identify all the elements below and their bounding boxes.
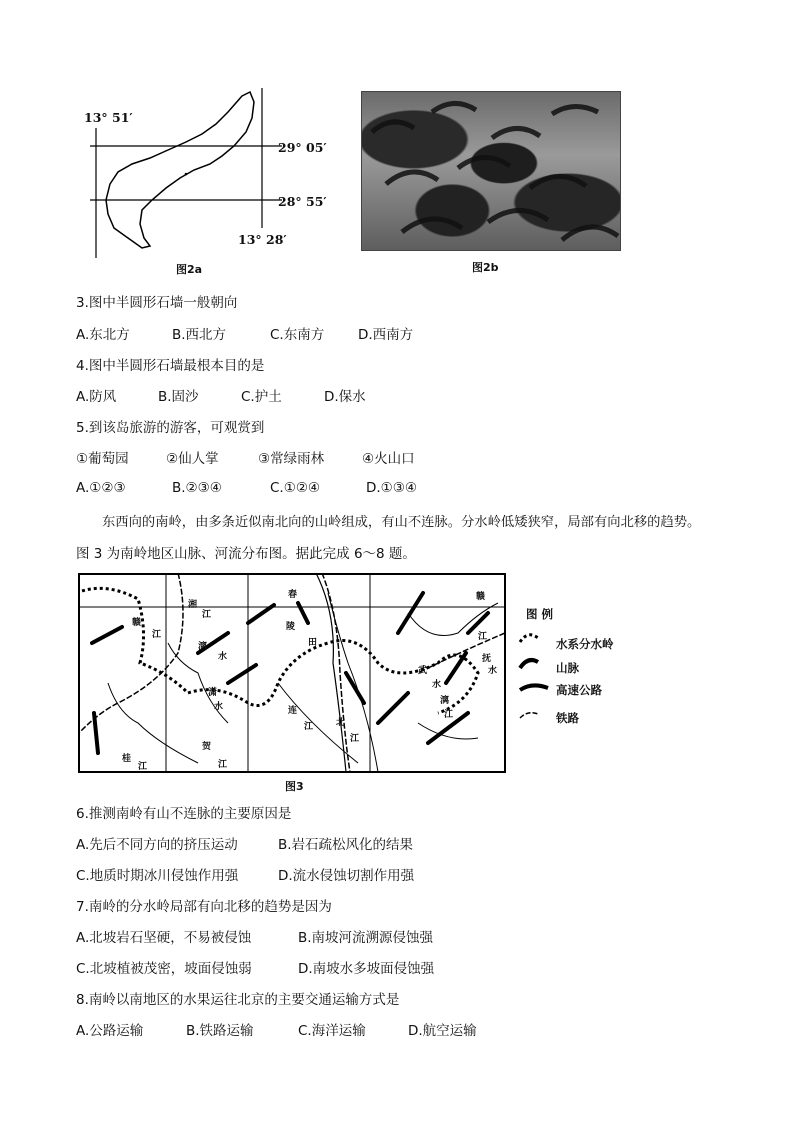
question-7-stem: 7.南岭的分水岭局部有向北移的趋势是因为 <box>76 899 332 915</box>
q4-option-a: A.防风 <box>76 389 117 405</box>
question-3-stem: 3.图中半圆形石墙一般朝向 <box>76 295 238 311</box>
q6-option-a: A.先后不同方向的挤压运动 <box>76 837 238 853</box>
legend-item-railway: 铁路 <box>556 711 579 725</box>
legend-railway-symbol <box>520 713 538 718</box>
q8-option-c: C.海洋运输 <box>298 1023 366 1039</box>
map-label-21: 水 <box>432 680 442 690</box>
q4-option-d: D.保水 <box>324 389 366 405</box>
map-label-18: 贺 <box>202 742 212 752</box>
q7-option-c: C.北坡植被茂密，坡面侵蚀弱 <box>76 961 252 977</box>
map-label-17: 江 <box>138 762 148 772</box>
map-label-7: 潇 <box>208 688 218 698</box>
map-label-27: 江 <box>444 710 454 720</box>
map-label-11: 田 <box>308 638 318 648</box>
q5-item-3: ③常绿雨林 <box>258 451 325 467</box>
q8-option-a: A.公路运输 <box>76 1023 144 1039</box>
legend-title: 图 例 <box>526 607 554 621</box>
map-label-2: 江 <box>152 630 162 640</box>
map-label-16: 桂 <box>122 754 132 764</box>
q6-option-c: C.地质时期冰川侵蚀作用强 <box>76 868 239 884</box>
q3-option-d: D.西南方 <box>358 327 414 343</box>
passage-line-2: 图 3 为南岭地区山脉、河流分布图。据此完成 6～8 题。 <box>76 546 416 562</box>
q8-option-b: B.铁路运输 <box>186 1023 254 1039</box>
question-8-stem: 8.南岭以南地区的水果运往北京的主要交通运输方式是 <box>76 992 400 1008</box>
map-label-23: 江 <box>478 632 488 642</box>
map-label-20: 武 <box>418 666 428 676</box>
figure-2b-photo <box>361 91 621 251</box>
q3-option-a: A.东北方 <box>76 327 130 343</box>
q5-option-a: A.①②③ <box>76 480 126 496</box>
question-5-stem: 5.到该岛旅游的游客，可观赏到 <box>76 420 265 436</box>
map-label-22: 赣 <box>476 592 486 602</box>
q5-option-b: B.②③④ <box>172 480 222 496</box>
map-label-8: 水 <box>214 702 224 712</box>
map-label-4: 江 <box>202 610 212 620</box>
q4-option-c: C.护土 <box>241 389 282 405</box>
figure-2a <box>84 88 354 258</box>
q6-option-d: D.流水侵蚀切割作用强 <box>278 868 415 884</box>
latitude-label-bottom: 28° 55′ <box>278 194 327 209</box>
figure-2b-caption: 图2b <box>472 261 499 274</box>
q5-item-2: ②仙人掌 <box>166 451 219 467</box>
longitude-label-right: 13° 28′ <box>238 232 287 247</box>
passage-line-1: 东西向的南岭，由多条近似南北向的山岭组成，有山不连脉。分水岭低矮狭窄，局部有向北移的趋势。 <box>102 515 701 530</box>
q5-option-c: C.①②④ <box>270 480 321 496</box>
q5-item-1: ①葡萄园 <box>76 451 129 467</box>
q3-option-c: C.东南方 <box>270 327 325 343</box>
legend-item-divide: 水系分水岭 <box>556 637 614 651</box>
map-label-24: 抚 <box>482 654 492 664</box>
map-label-10: 陵 <box>286 622 296 632</box>
map-label-13: 江 <box>350 734 360 744</box>
legend-item-mountain: 山脉 <box>556 661 579 675</box>
figure-2a-caption: 图2a <box>176 263 203 276</box>
figure-3-legend <box>518 606 638 726</box>
q6-option-b: B.岩石疏松风化的结果 <box>278 837 414 853</box>
q7-option-b: B.南坡河流溯源侵蚀强 <box>298 930 434 946</box>
q7-option-d: D.南坡水多坡面侵蚀强 <box>298 961 435 977</box>
q8-option-d: D.航空运输 <box>408 1023 477 1039</box>
legend-item-highway: 高速公路 <box>556 683 602 697</box>
map-label-15: 江 <box>304 722 314 732</box>
map-label-5: 漓 <box>198 642 208 652</box>
figure-3-map <box>78 573 506 773</box>
legend-highway-symbol <box>520 685 548 690</box>
legend-mountain-symbol <box>520 660 538 668</box>
q4-option-b: B.固沙 <box>158 389 199 405</box>
question-4-stem: 4.图中半圆形石墙最根本目的是 <box>76 358 265 374</box>
map-label-3: 湘 <box>188 600 198 610</box>
q7-option-a: A.北坡岩石坚硬，不易被侵蚀 <box>76 930 252 946</box>
nanling-map <box>78 573 506 773</box>
map-label-26: 漓 <box>440 696 450 706</box>
q3-option-b: B.西北方 <box>172 327 227 343</box>
map-label-12: 北 <box>336 718 346 728</box>
figure-3-caption: 图3 <box>285 780 304 793</box>
legend-divide-symbol <box>520 635 538 642</box>
longitude-label-left: 13° 51′ <box>84 110 133 125</box>
q5-item-4: ④火山口 <box>362 451 415 467</box>
map-label-6: 水 <box>218 652 228 662</box>
map-label-1: 赣 <box>132 618 142 628</box>
map-label-14: 连 <box>288 706 298 716</box>
map-label-25: 水 <box>488 666 498 676</box>
q5-option-d: D.①③④ <box>366 480 417 496</box>
latitude-label-top: 29° 05′ <box>278 140 327 155</box>
map-label-19: 江 <box>218 760 228 770</box>
question-6-stem: 6.推测南岭有山不连脉的主要原因是 <box>76 806 292 822</box>
map-label-9: 春 <box>288 590 298 600</box>
